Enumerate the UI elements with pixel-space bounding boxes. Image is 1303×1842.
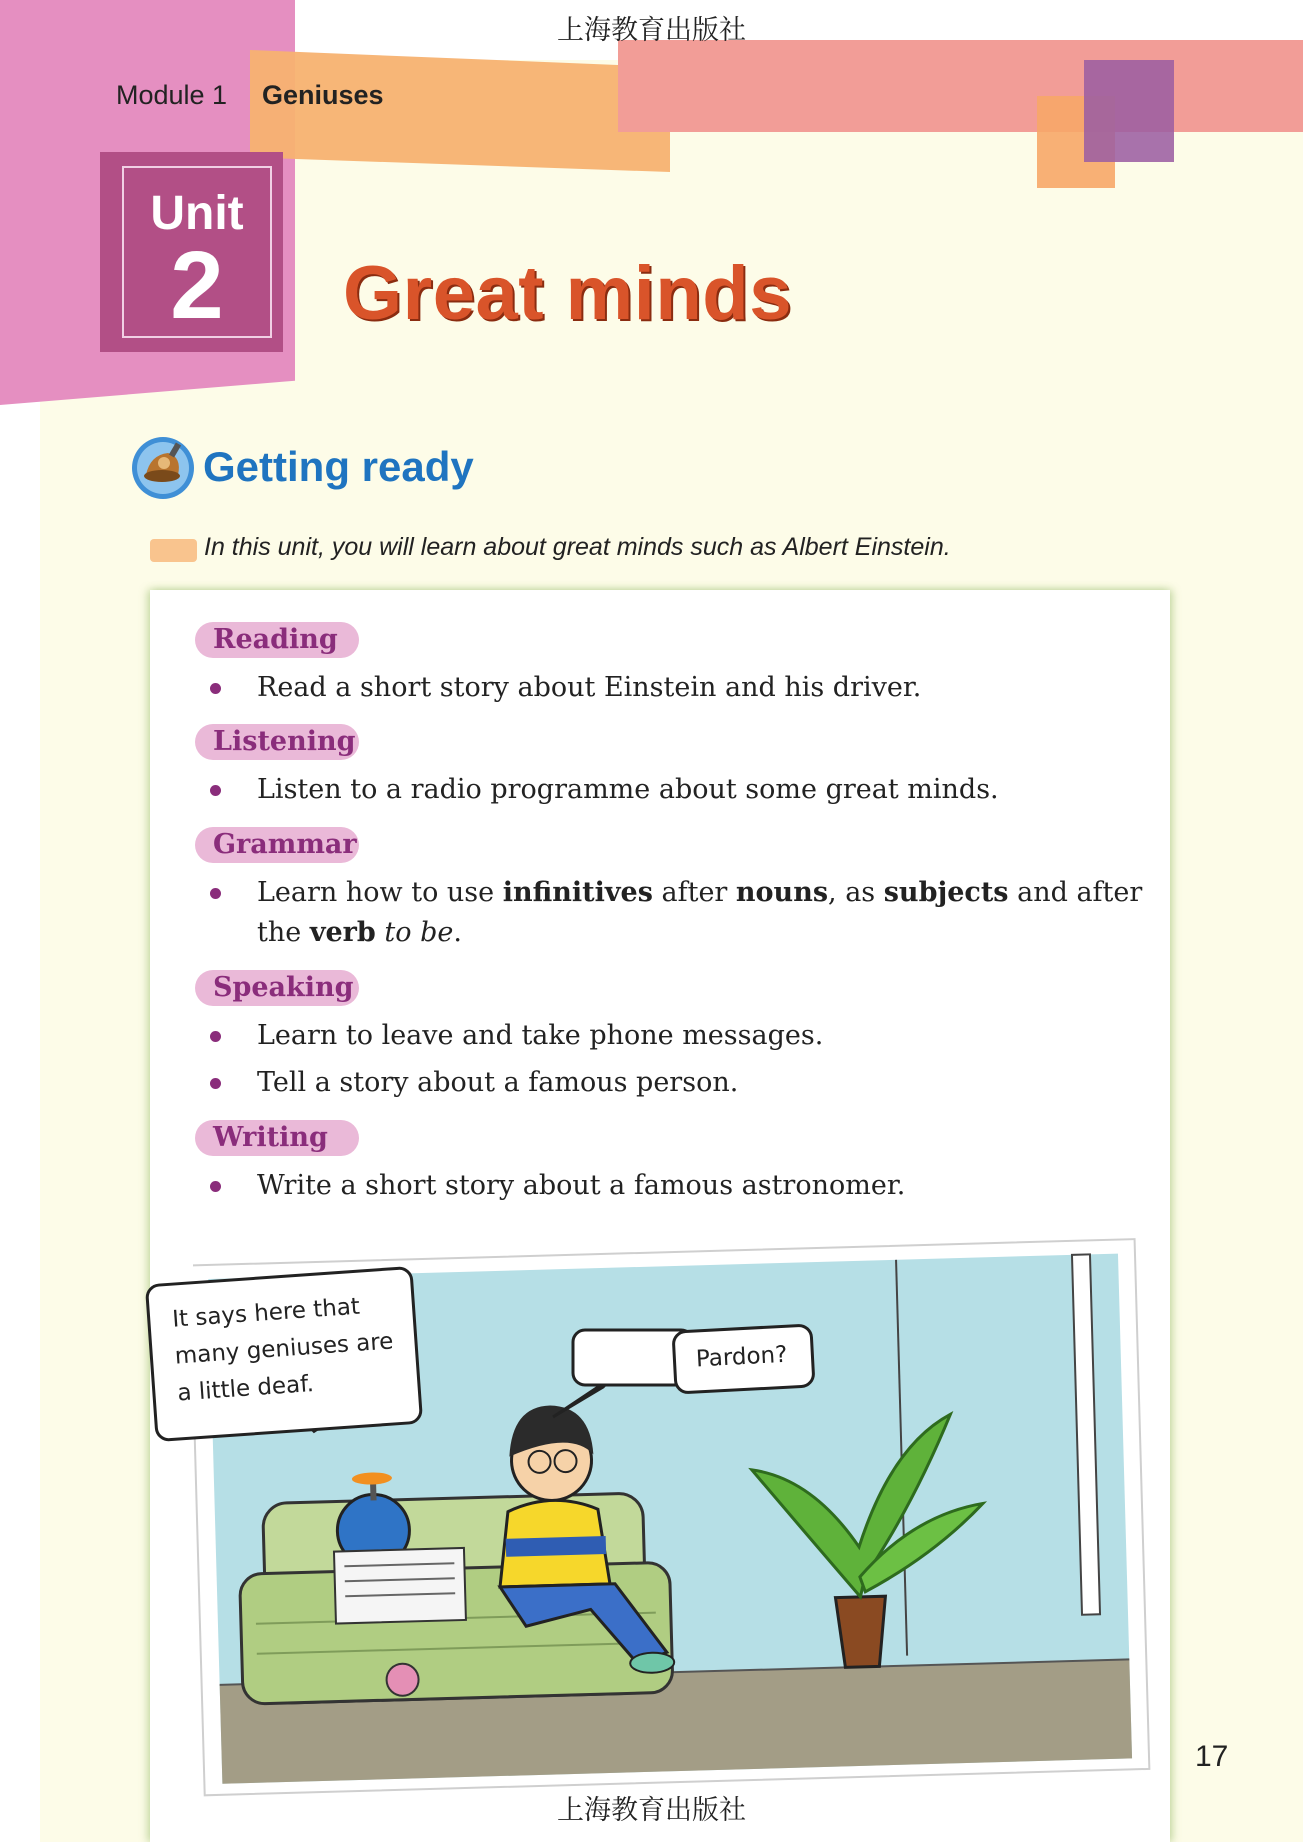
speech-bubble-right [671, 1323, 815, 1394]
text: . [453, 917, 462, 948]
bubble-line: many geniuses are [174, 1328, 395, 1370]
bullet [210, 683, 221, 694]
bell-icon [130, 435, 196, 501]
bubble-text: Pardon? [695, 1341, 788, 1373]
term: verb [309, 917, 376, 948]
skill-label-writing: Writing [195, 1120, 359, 1156]
unit-badge-frame [122, 166, 272, 338]
bullet [210, 1181, 221, 1192]
skill-label-listening: Listening [195, 724, 359, 760]
page-number: 17 [1195, 1740, 1229, 1773]
bullet [210, 888, 221, 899]
publisher-header: 上海教育出版社 [557, 15, 746, 46]
speech-bubble-left [145, 1266, 423, 1442]
objective-listening-1: Listen to a radio programme about some great minds. [257, 774, 999, 805]
term: nouns [735, 877, 829, 908]
bubble-line: a little deaf. [176, 1371, 315, 1407]
text: and after [1008, 877, 1143, 908]
unit-word: Unit [150, 187, 244, 240]
bullet [210, 1031, 221, 1042]
unit-number: 2 [170, 232, 224, 339]
intro-text: In this unit, you will learn about great minds such as Albert Einstein. [204, 533, 951, 561]
objective-grammar-1 [257, 873, 1142, 953]
purple-square-decoration [1084, 60, 1174, 162]
text: , as [828, 877, 884, 908]
skill-label-grammar: Grammar [195, 827, 359, 863]
bullet [210, 785, 221, 796]
objective-speaking-2: Tell a story about a famous person. [257, 1067, 739, 1098]
term: to be [384, 917, 454, 948]
skill-label-speaking: Speaking [195, 970, 359, 1006]
publisher-footer: 上海教育出版社 [557, 1795, 746, 1826]
intro-marker [150, 539, 197, 562]
section-heading: Getting ready [203, 443, 474, 490]
skill-label-reading: Reading [195, 622, 359, 658]
unit-badge [100, 152, 283, 352]
text: after [652, 877, 736, 908]
salmon-band-decoration [618, 40, 1303, 132]
objective-speaking-1: Learn to leave and take phone messages. [257, 1020, 824, 1051]
unit-title: Great minds [343, 251, 792, 336]
module-name: Geniuses [262, 80, 384, 110]
term: infinitives [502, 877, 653, 908]
term: subjects [883, 877, 1009, 908]
bubble-line: It says here that [171, 1293, 361, 1333]
text: Learn how to use [257, 877, 503, 908]
text: the [257, 917, 310, 948]
orange-band-decoration [250, 50, 670, 172]
objective-writing-1: Write a short story about a famous astronomer. [257, 1170, 906, 1201]
module-label: Module 1 [116, 80, 228, 110]
objective-reading-1: Read a short story about Einstein and his driver. [257, 672, 922, 703]
bullet [210, 1078, 221, 1089]
